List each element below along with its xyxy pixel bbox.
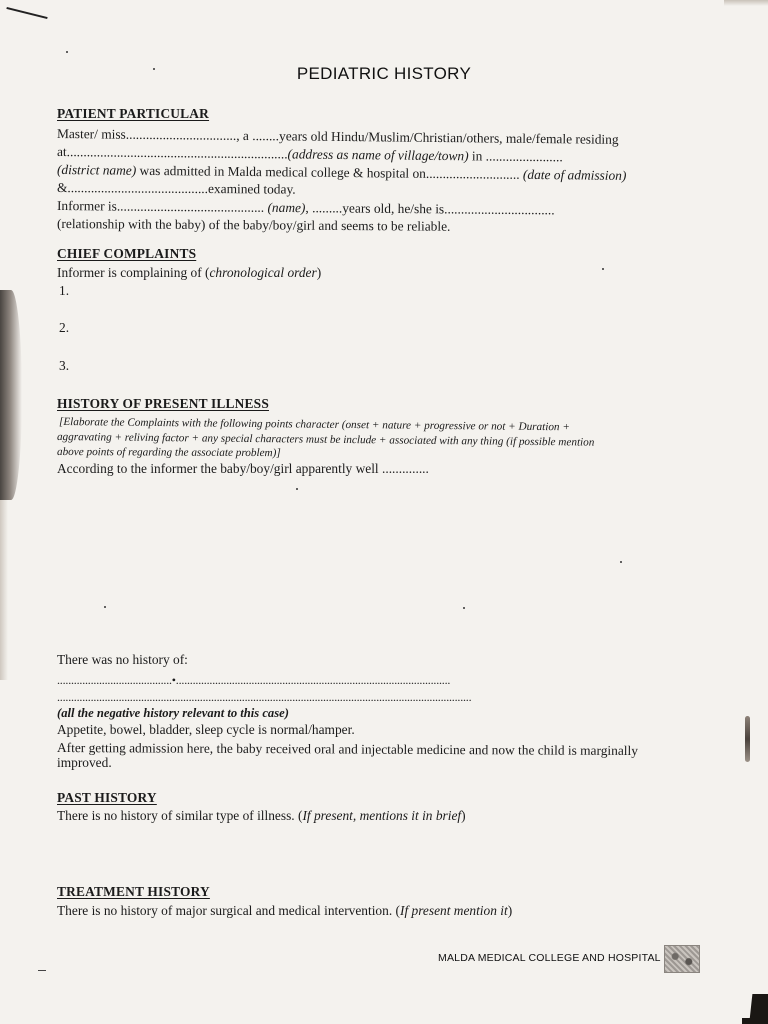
speck xyxy=(296,488,298,490)
past-history-text: There is no history of similar type of illness. (If present, mentions it in brief) xyxy=(57,808,466,823)
no-history-dots-1: .........................................•.................................................................................................. xyxy=(57,673,451,687)
scan-mark-corner xyxy=(742,994,768,1024)
patient-particular-heading: PATIENT PARTICULAR xyxy=(57,106,210,121)
page-title: PEDIATRIC HISTORY xyxy=(296,64,472,83)
patient-line-4: &..........................................examined today. xyxy=(56,180,296,197)
patient-line-5: Informer is............................................ (name), .........years old, he/she is................................. xyxy=(56,198,555,218)
patient-line-1: Master/ miss................................., a ........years old Hindu/Muslim/Christian/others, male/female residing xyxy=(56,126,619,147)
negative-history-note: (all the negative history relevant to this case) xyxy=(57,706,289,720)
appetite-line: Appetite, bowel, bladder, sleep cycle is normal/hamper. xyxy=(57,722,355,737)
treatment-history-text: There is no history of major surgical and medical intervention. (If present mention it) xyxy=(57,903,513,918)
footer-institution: MALDA MEDICAL COLLEGE AND HOSPITAL xyxy=(438,952,661,964)
scan-mark-right xyxy=(745,716,750,762)
treatment-history-heading: TREATMENT HISTORY xyxy=(57,884,210,899)
complaint-item-3: 3. xyxy=(59,358,70,373)
chief-complaints-heading: CHIEF COMPLAINTS xyxy=(57,246,197,261)
present-illness-note-3: above points of regarding the associate problem)] xyxy=(56,446,281,460)
speck xyxy=(602,268,604,270)
no-history-label: There was no history of: xyxy=(57,652,188,667)
speck xyxy=(463,607,465,609)
college-logo xyxy=(664,945,700,973)
present-illness-note-2: aggravating + reliving factor + any special characters must be include + associated with any thing (if possible mention xyxy=(56,431,595,449)
patient-line-2: at..................................................................(address as name of village/town) in ....................... xyxy=(56,144,563,165)
speck xyxy=(620,561,622,563)
after-admission-line-2: improved. xyxy=(57,755,112,770)
present-illness-note-1: [Elaborate the Complaints with the following points character (onset + nature + progressive or not + Duration + xyxy=(58,416,570,434)
after-admission-line-1: After getting admission here, the baby received oral and injectable medicine and now the child is marginally xyxy=(56,740,638,759)
complaint-item-2: 2. xyxy=(59,320,70,335)
present-illness-heading: HISTORY OF PRESENT ILLNESS xyxy=(57,396,269,411)
patient-line-3: (district name) was admitted in Malda medical college & hospital on............................ (date of admission) xyxy=(56,162,627,183)
complaint-item-1: 1. xyxy=(59,283,70,298)
scan-edge-top-right xyxy=(724,0,768,6)
no-history-dots-2: .................................................................................................................................................... xyxy=(57,690,472,704)
scan-mark-top xyxy=(6,7,47,19)
scan-mark-bottom-left xyxy=(38,970,46,971)
past-history-heading: PAST HISTORY xyxy=(57,790,157,805)
scan-shadow-left xyxy=(0,290,22,500)
speck xyxy=(66,51,68,53)
present-illness-according: According to the informer the baby/boy/girl apparently well .............. xyxy=(57,461,429,476)
chief-intro: Informer is complaining of (chronological order) xyxy=(57,265,322,280)
patient-line-6: (relationship with the baby) of the baby/boy/girl and seems to be reliable. xyxy=(56,216,451,234)
scan-shadow-left-lower xyxy=(0,500,8,680)
speck xyxy=(104,606,106,608)
